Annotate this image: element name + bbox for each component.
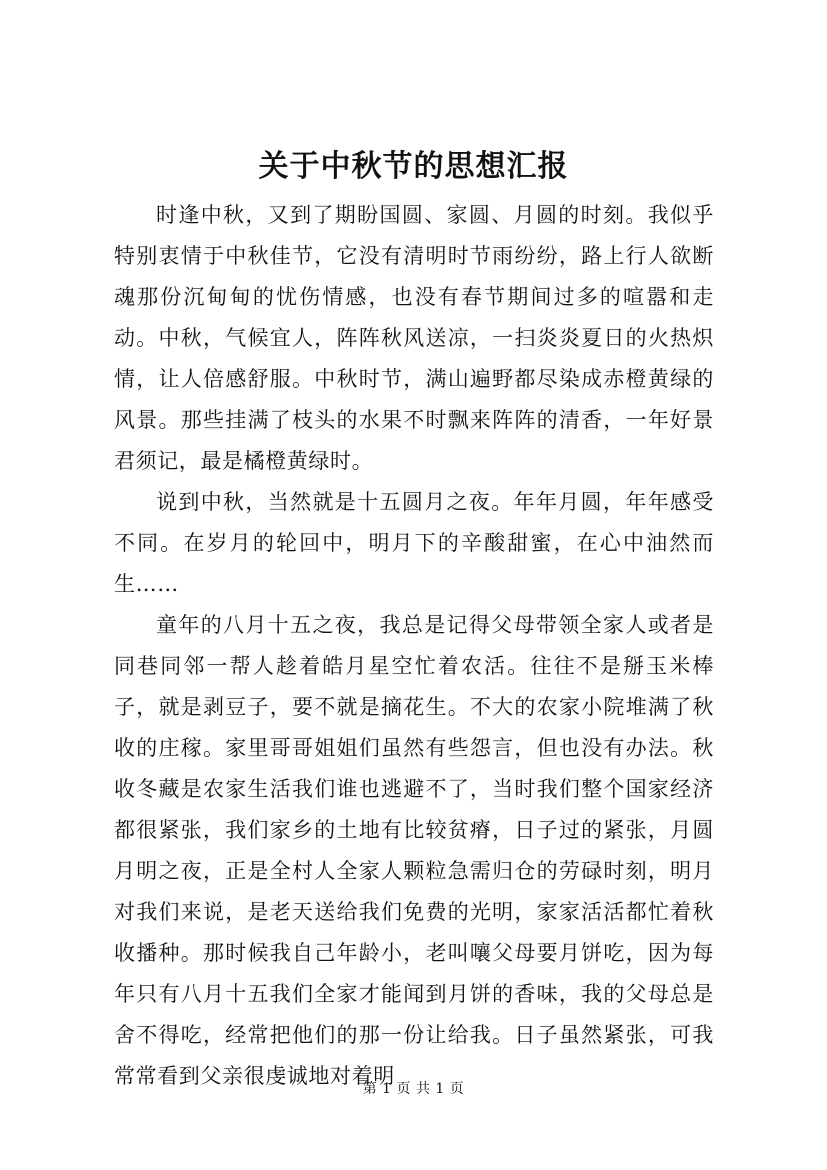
paragraph: 时逢中秋，又到了期盼国圆、家圆、月圆的时刻。我似乎特别衷情于中秋佳节，它没有清明时节雨纷纷，路上行人欲断魂那份沉甸甸的忧伤情感，也没有春节期间过多的喧嚣和走动。中秋，气候宜人，阵阵秋风送凉，一扫炎炎夏日的火热炽情，让人倍感舒服。中秋时节，满山遍野都尽染成赤橙黄绿的风景。那些挂满了枝头的水果不时飘来阵阵的清香，一年好景君须记，最是橘橙黄绿时。	[114, 203, 714, 473]
document-body	[114, 195, 714, 1097]
page-footer: 第 1 页 共 1 页	[362, 1081, 465, 1097]
paragraph: 说到中秋，当然就是十五圆月之夜。年年月圆，年年感受不同。在岁月的轮回中，明月下的辛酸甜蜜，在心中油然而生……	[114, 490, 714, 596]
document-title: 关于中秋节的思想汇报	[258, 149, 569, 184]
paragraph: 童年的八月十五之夜，我总是记得父母带领全家人或者是同巷同邻一帮人趁着皓月星空忙着农活。往往不是掰玉米棒子，就是剥豆子，要不就是摘花生。不大的农家小院堆满了秋收的庄稼。家里哥哥姐姐们虽然有些怨言，但也没有办法。秋收冬藏是农家生活我们谁也逃避不了，当时我们整个国家经济都很紧张，我们家乡的土地有比较贫瘠，日子过的紧张，月圆月明之夜，正是全村人全家人颗粒急需归仓的劳碌时刻，明月对我们来说，是老天送给我们免费的光明，家家活活都忙着秋收播种。那时候我自己年龄小，老叫嚷父母要月饼吃，因为每年只有八月十五我们全家才能闻到月饼的香味，我的父母总是舍不得吃，经常把他们的那一份让给我。日子虽然紧张，可我常常看到父亲很虔诚地对着明	[114, 613, 714, 1088]
